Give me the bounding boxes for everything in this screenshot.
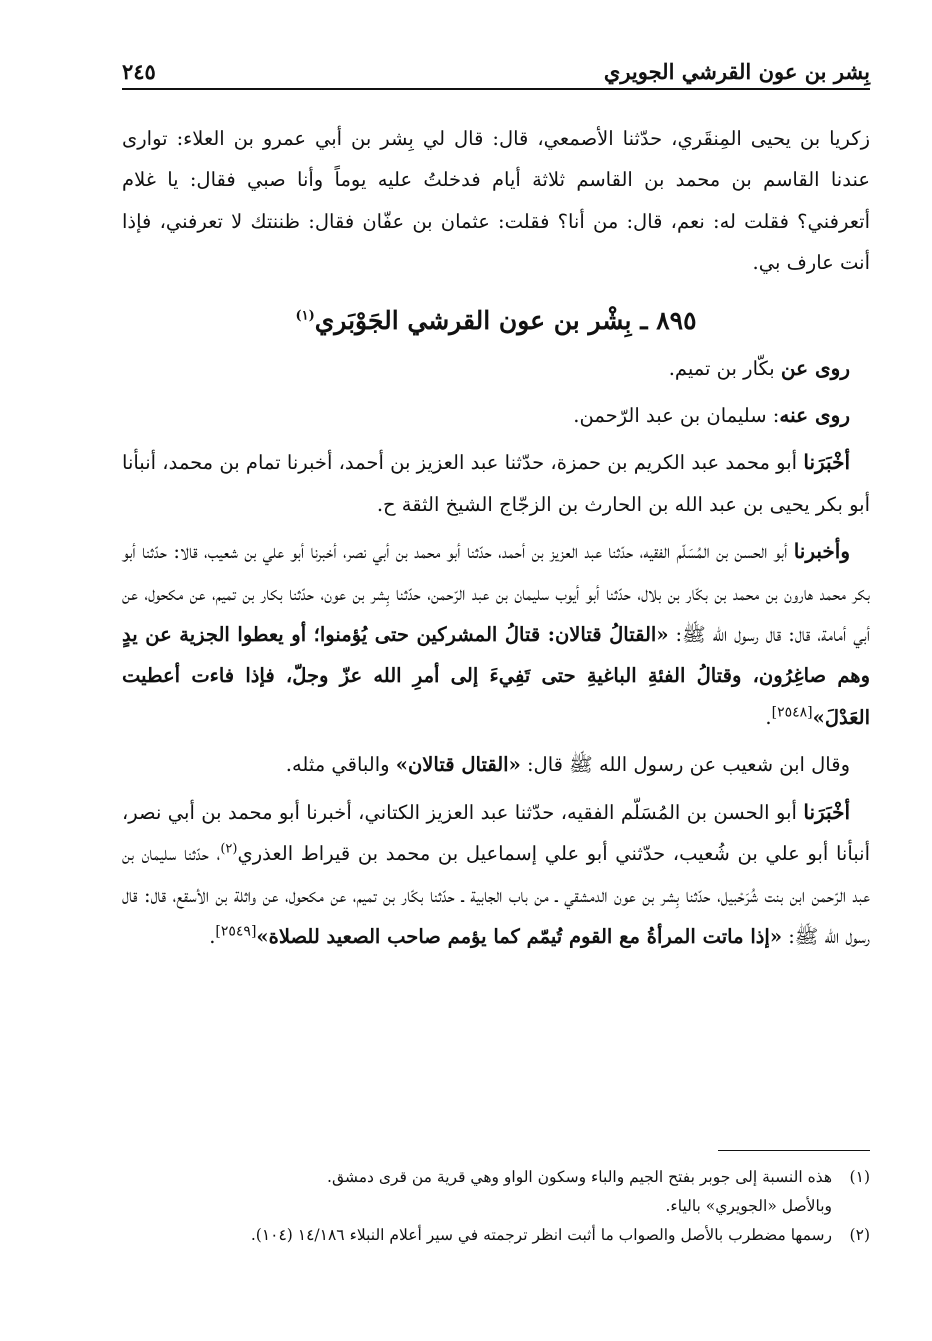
main-text [122, 118, 870, 957]
wa-akhbarana-lead: وأخبرنا [793, 539, 851, 564]
rawa-an-line [122, 348, 870, 389]
footnote-1-continuation: وبالأصل «الجويري» بالياء. [665, 1197, 832, 1215]
entry-title-text: ٨٩٥ ـ بِشْر بن عون القرشي الجَوْبَري [314, 305, 697, 335]
rawa-anhu-line [122, 395, 870, 436]
entry-title [122, 298, 870, 344]
hadith-text-2: «إذا ماتت المرأةُ مع القوم تُيمّم كما يؤمم صاحب الصعيد للصلاة» [256, 924, 783, 948]
footnote-2 [122, 1221, 870, 1250]
page-number: ٢٤٥ [122, 59, 156, 84]
paragraph-5-text-b: ، حدّثنا سليمان بن عبد الرّحمن ابن بنت شُرَحْبيل، حدّثنا بِشر بن عون الدمشقي ـ من باب الجابية ـ حدّثنا بكّار بن تميم، عن مكحول، عن واثلة بن الأسقع، قال: قال رسول الله ﷺ: [122, 842, 870, 948]
rawa-anhu-label: روى عنه [779, 403, 850, 428]
paragraph-2-text: أبو محمد عبد الكريم بن حمزة، حدّثنا عبد العزيز بن أحمد، أخبرنا تمام بن محمد، أنبأنا أبو بكر يحيى بن عبد الله بن الحارث بن الزجّاج الشيخ الثقة ح. [122, 451, 870, 516]
footnote-marker-2: (٢) [220, 841, 238, 857]
footnote-2-text: رسمها مضطرب بالأصل والصواب ما أثبت انظر ترجمته في سير أعلام النبلاء ١٤/١٨٦ (١٠٤). [250, 1226, 832, 1244]
hadith-reference: [٢٥٤٨] [771, 704, 813, 721]
rawa-anhu-text: : سليمان بن عبد الرّحمن. [573, 404, 780, 428]
footnote-1-number: (١) [849, 1168, 870, 1186]
paragraph-3: وأخبرنا أبو الحسن بن المُسَلّم الفقيه، حدّثنا عبد العزيز بن أحمد، حدّثنا أبو محمد بن أبي نصر، أخبرنا أبو علي بن شعيب، قالا: حدّثنا أبو بكر محمد هارون بن محمد بن بكّار بن بلال، حدّثنا أبو أيوب سليمان بن عبد الرّحمن، حدّثنا بِشر بن عون، حدّثنا بكار بن تميم، عن مكحول، عن أبي أمامة، قال: قال رسول الله ﷺ: «القتالُ قتالان: قتالُ المشركين حتى يُؤمنوا؛ أو يعطوا الجزية عن يدٍ وهم صاغِرُون، وقتالُ الفئةِ الباغيةِ حتى تَفِيءَ إلى أمرِ الله عزّ وجلّ، فإذا فاءت أعطيت العَدْلَ»[٢٥٤٨]. [122, 539, 871, 729]
paragraph-4-tail: والباقي مثله. [285, 753, 390, 777]
footnote-divider [718, 1150, 870, 1151]
footnotes [122, 1163, 870, 1250]
akhbarana-lead-2: أخْبَرَنا [803, 799, 851, 824]
akhbarana-lead: أخْبَرَنا [803, 450, 850, 475]
paragraph-1: زكريا بن يحيى المِنقَري، حدّثنا الأصمعي، قال: قال لي بِشر بن أبي عمرو بن العلاء: توارى عندنا القاسم بن محمد بن القاسم ثلاثة أيام فدخلتُ عليه يوماً وأنا صبي فقال: يا غلام أتعرفني؟ فقلت له: نعم، قال: من أنا؟ فقلت: عثمان بن عفّان فقال: ظننتك لا تعرفني، فإذا أنت عارف بي. [122, 127, 870, 275]
paragraph-5: أخْبَرَنا أبو الحسن بن المُسَلّم الفقيه، حدّثنا عبد العزيز الكتاني، أخبرنا أبو محمد بن أبي نصر، أنبأنا أبو علي بن شُعيب، حدّثني أبو علي إسماعيل بن محمد بن قيراط العذري$^{(٢)}$، حدّثنا سليمان بن عبد الرّحمن ابن بنت شُرَحْبيل، حدّثنا بِشر بن عون الدمشقي ـ من باب الجابية ـ حدّثنا بكّار بن تميم، عن مكحول، عن واثلة بن الأسقع، قال: قال رسول الله ﷺ: «إذا ماتت المرأةُ مع القوم تُيمّم كما يؤمم صاحب الصعيد للصلاة»[٢٥٤٩]. [122, 799, 870, 948]
entry-footnote-marker: (١) [295, 308, 315, 324]
paragraph-4 [122, 744, 870, 785]
paragraph-4-text: وقال ابن شعيب عن رسول الله ﷺ قال: [526, 753, 850, 777]
paragraph-3-text: أبو الحسن بن المُسَلّم الفقيه، حدّثنا عبد العزيز بن أحمد، حدّثنا أبو محمد بن أبي نصر، أخبرنا أبو علي بن شعيب، قالا: حدّثنا أبو بكر محمد هارون بن محمد بن بكّار بن بلال، حدّثنا أبو أيوب سليمان بن عبد الرّحمن، حدّثنا بِشر بن عون، حدّثنا بكار بن تميم، عن مكحول، عن أبي أمامة، قال: قال رسول الله ﷺ: [122, 540, 871, 647]
hadith-text: «القتالُ قتالان: قتالُ المشركين حتى يُؤمنوا؛ أو يعطوا الجزية عن يدٍ وهم صاغِرُون، وقتالُ الفئةِ الباغيةِ حتى تَفِيءَ إلى أمرِ الله عزّ وجلّ، فإذا فاءت أعطيت العَدْلَ» [122, 623, 870, 729]
rawa-an-label: روى عن [780, 355, 850, 380]
page-header [122, 44, 870, 90]
paragraph-5-text-a: أبو الحسن بن المُسَلّم الفقيه، حدّثنا عبد العزيز الكتاني، أخبرنا أبو محمد بن أبي نصر، أنبأنا أبو علي بن شُعيب، حدّثني أبو علي إسماعيل بن محمد بن قيراط العذري [122, 800, 870, 866]
footnote-1 [122, 1163, 870, 1192]
paragraph-4-quote: «القتال قتالان» [395, 753, 521, 777]
rawa-an-text: بكّار بن تميم. [668, 356, 775, 380]
paragraph-2 [122, 442, 870, 525]
running-title: بِشر بن عون القرشي الجويري [603, 59, 870, 84]
footnote-1-text: هذه النسبة إلى جوبر بفتح الجيم والباء وسكون الواو وهي قرية من قرى دمشق. [327, 1168, 832, 1186]
hadith-reference-2: [٢٥٤٩] [215, 923, 257, 940]
footnote-2-number: (٢) [849, 1226, 870, 1244]
